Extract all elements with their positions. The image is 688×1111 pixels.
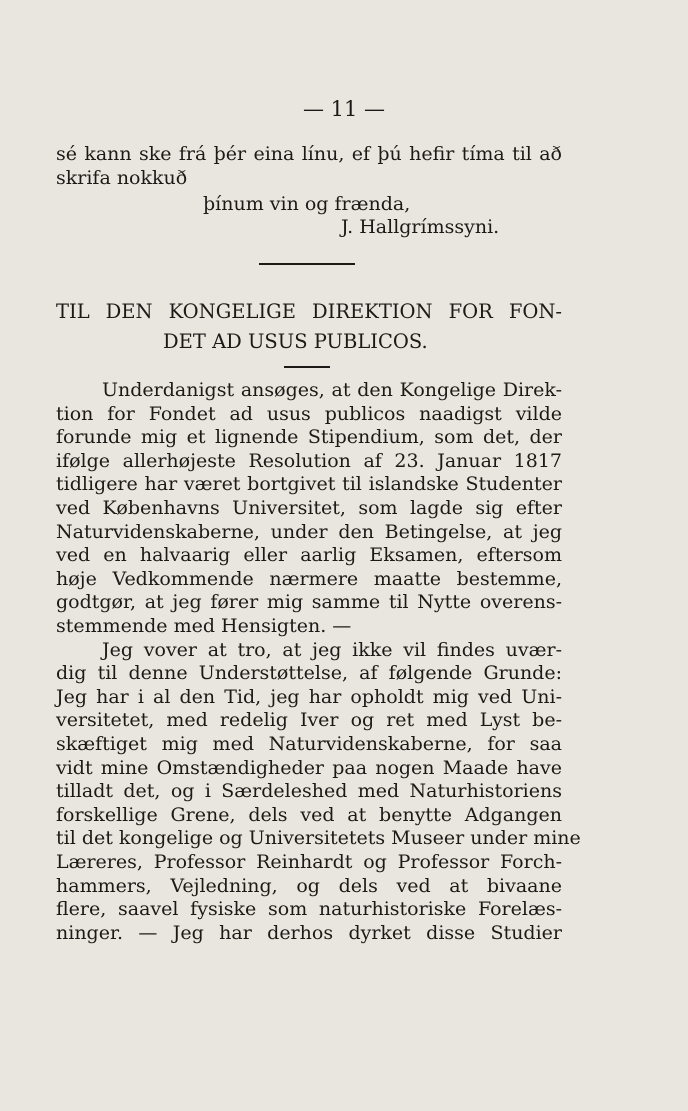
body-line: versitetet, med redelig Iver og ret med Lyst be- [56,709,562,732]
body-line: ved Københavns Universitet, som lagde sig efter [56,497,562,519]
body-line: hammers, Vejledning, og dels ved at bivaane [56,874,562,897]
body-line: skæftiget mig med Naturvidenskaberne, for saa [56,733,562,755]
body-line: forskellige Grene, dels ved at benytte Adgangen [56,803,562,826]
body-line: dig til denne Understøttelse, af følgende Grunde: [56,662,562,685]
body-line: flere, saavel fysiske som naturhistoriske Forelæs- [56,898,562,921]
body-line: godtgør, at jeg fører mig samme til Nytte overens- [56,591,562,614]
body-line: ved en halvaarig eller aarlig Eksamen, eftersom [56,544,562,567]
body-line: stemmende med Hensigten. — [56,615,352,637]
letter-closing: þínum vin og frænda, [203,193,411,215]
heading-line-2: DET AD USUS PUBLICOS. [163,330,428,353]
body-line: Jeg har i al den Tid, jeg har opholdt mig ved Uni- [56,685,562,708]
body-line: tion for Fondet ad usus publicos naadigst vilde [56,402,562,425]
body-line: ninger. — Jeg har derhos dyrket disse Studier [56,921,562,944]
section-divider [259,263,355,265]
body-line: Læreres, Professor Reinhardt og Professor Forch- [56,851,562,873]
body-line: Underdanigst ansøges, at den Kongelige Direk- [102,379,562,401]
letter-line-1: sé kann ske frá þér eina línu, ef þú hefir tíma til að [56,143,562,165]
heading-line-1: TIL DEN KONGELIGE DIREKTION FOR FON- [56,300,562,323]
letter-signature: J. Hallgrímssyni. [341,216,500,238]
body-line: høje Vedkommende nærmere maatte bestemme, [56,567,562,590]
body-line: tidligere har været bortgivet til islandske Studenter [56,473,562,496]
body-line: til det kongelige og Universitetets Museer under mine [56,827,581,850]
body-line: vidt mine Omstændigheder paa nogen Maade have [56,756,562,779]
page-number: — 11 — [302,97,386,121]
body-line: forunde mig et lignende Stipendium, som det, der [56,426,562,449]
heading-underline [284,366,330,368]
body-line: Naturvidenskaberne, under den Betingelse, at jeg [56,520,562,543]
body-line: tilladt det, og i Særdeleshed med Naturhistoriens [56,780,562,803]
letter-line-2: skrifa nokkuð [56,167,188,189]
body-line: ifølge allerhøjeste Resolution af 23. Januar 1817 [56,449,562,472]
body-line: Jeg vover at tro, at jeg ikke vil findes uvær- [102,638,562,661]
